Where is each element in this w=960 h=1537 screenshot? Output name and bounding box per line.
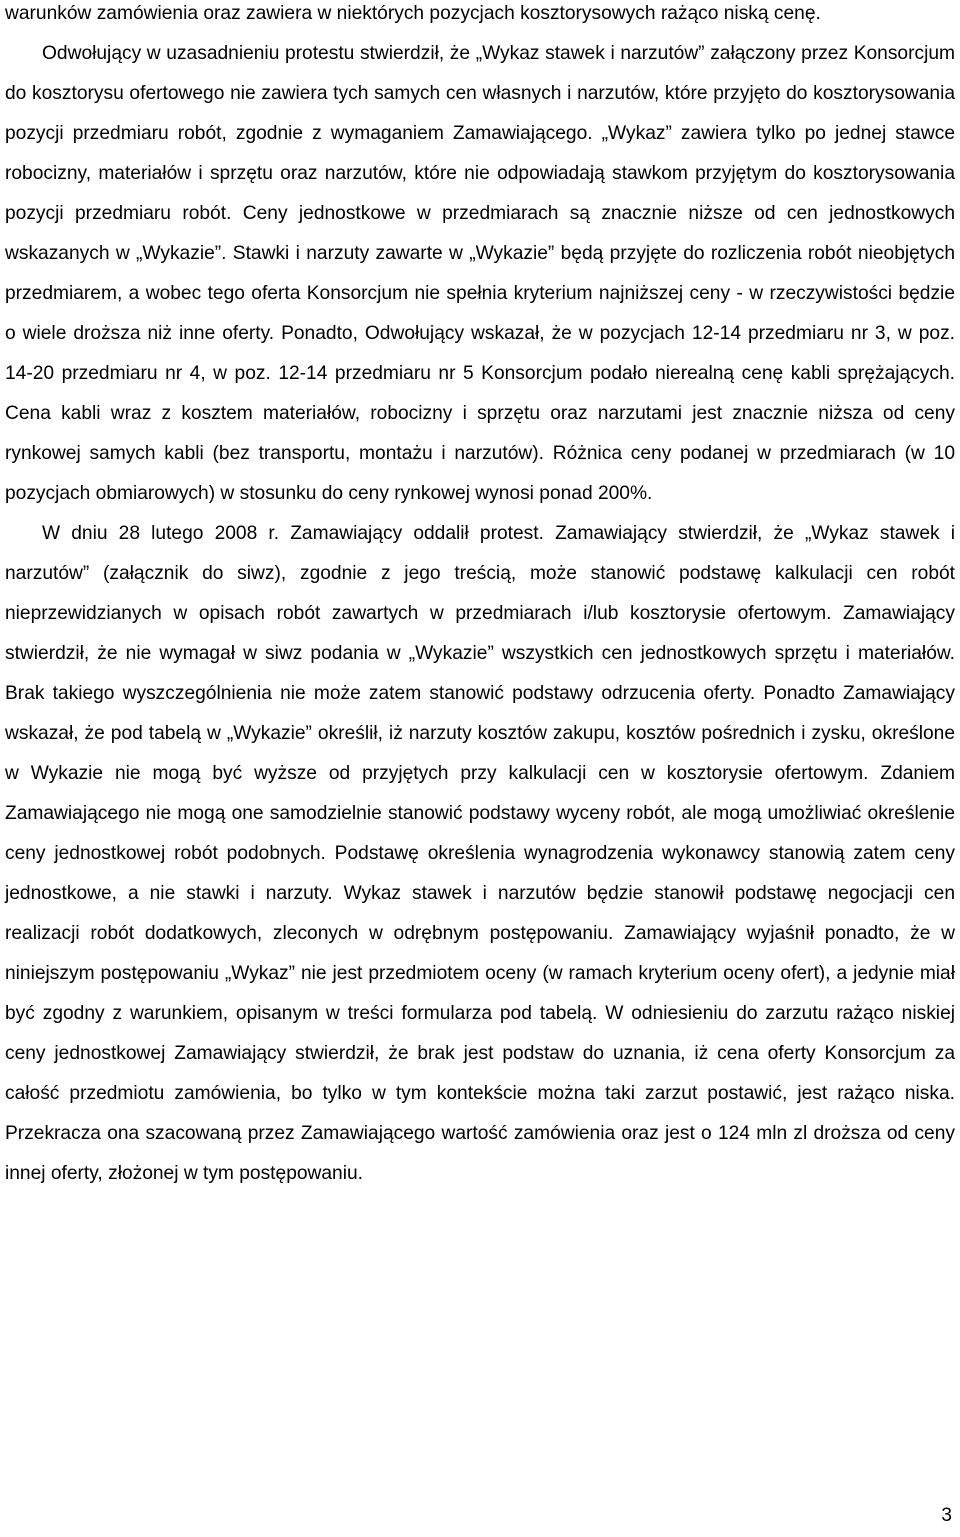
paragraph-protest-justification: Odwołujący w uzasadnieniu protestu stwierdził, że „Wykaz stawek i narzutów” załączony przez Konsorcjum do kosztorysu ofertowego nie zawiera tych samych cen własnych i narzutów, które przyjęto do kosztorysowania pozycji przedmiaru robót, zgodnie z wymaganiem Zamawiającego. „Wykaz” zawiera tylko po jednej stawce robocizny, materiałów i sprzętu oraz narzutów, które nie odpowiadają stawkom przyjętym do kosztorysowania pozycji przedmiaru robót. Ceny jednostkowe w przedmiarach są znacznie niższe od cen jednostkowych wskazanych w „Wykazie”. Stawki i narzuty zawarte w „Wykazie” będą przyjęte do rozliczenia robót nieobjętych przedmiarem, a wobec tego oferta Konsorcjum nie spełnia kryterium najniższej ceny - w rzeczywistości będzie o wiele droższa niż inne oferty. Ponadto, Odwołujący wskazał, że w pozycjach 12-14 przedmiaru nr 3, w poz. 14-20 przedmiaru nr 4, w poz. 12-14 przedmiaru nr 5 Konsorcjum podało nierealną cenę kabli sprężających. Cena kabli wraz z kosztem materiałów, robocizny i sprzętu oraz narzutami jest znacznie niższa od ceny rynkowej samych kabli (bez transportu, montażu i narzutów). Różnica ceny podanej w przedmiarach (w 10 pozycjach obmiarowych) w stosunku do ceny rynkowej wynosi ponad 200%. — [5, 43, 955, 504]
document-page — [5, 0, 955, 1194]
page-number: 3 — [941, 1505, 952, 1526]
paragraph-continuation: warunków zamówienia oraz zawiera w niektórych pozycjach kosztorysowych rażąco niską cenę. — [5, 3, 821, 24]
paragraph-protest-dismissal: W dniu 28 lutego 2008 r. Zamawiający oddalił protest. Zamawiający stwierdził, że „Wykaz stawek i narzutów” (załącznik do siwz), zgodnie z jego treścią, może stanowić podstawę kalkulacji cen robót nieprzewidzianych w opisach robót zawartych w przedmiarach i/lub kosztorysie ofertowym. Zamawiający stwierdził, że nie wymagał w siwz podania w „Wykazie” wszystkich cen jednostkowych sprzętu i materiałów. Brak takiego wyszczególnienia nie może zatem stanowić podstawy odrzucenia oferty. Ponadto Zamawiający wskazał, że pod tabelą w „Wykazie” określił, iż narzuty kosztów zakupu, kosztów pośrednich i zysku, określone w Wykazie nie mogą być wyższe od przyjętych przy kalkulacji cen w kosztorysie ofertowym. Zdaniem Zamawiającego nie mogą one samodzielnie stanowić podstawy wyceny robót, ale mogą umożliwiać określenie ceny jednostkowej robót podobnych. Podstawę określenia wynagrodzenia wykonawcy stanowią zatem ceny jednostkowe, a nie stawki i narzuty. Wykaz stawek i narzutów będzie stanowił podstawę negocjacji cen realizacji robót dodatkowych, zleconych w odrębnym postępowaniu. Zamawiający wyjaśnił ponadto, że w niniejszym postępowaniu „Wykaz” nie jest przedmiotem oceny (w ramach kryterium oceny ofert), a jedynie miał być zgodny z warunkiem, opisanym w treści formularza pod tabelą. W odniesieniu do zarzutu rażąco niskiej ceny jednostkowej Zamawiający stwierdził, że brak jest podstaw do uznania, iż cena oferty Konsorcjum za całość przedmiotu zamówienia, bo tylko w tym kontekście można taki zarzut postawić, jest rażąco niska. Przekracza ona szacowaną przez Zamawiającego wartość zamówienia oraz jest o 124 mln zl droższa od ceny innej oferty, złożonej w tym postępowaniu. — [5, 523, 955, 1184]
